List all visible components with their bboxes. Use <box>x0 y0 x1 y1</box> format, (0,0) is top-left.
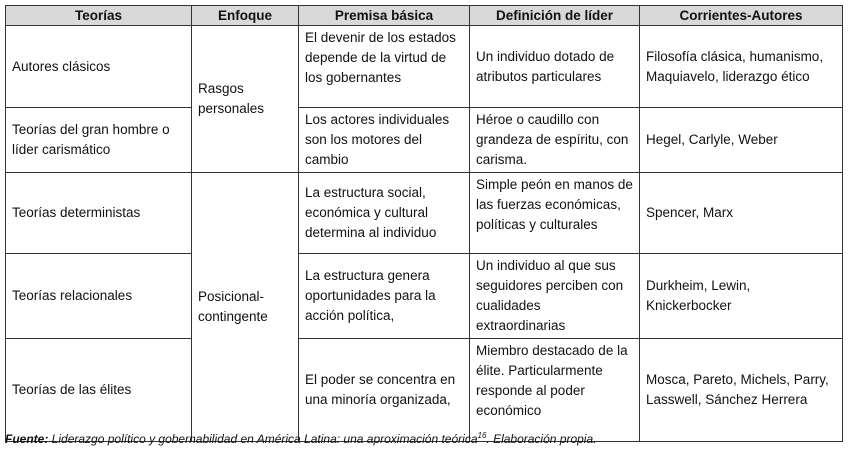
header-autores: Corrientes-Autores <box>640 6 843 26</box>
table-row <box>6 26 843 108</box>
cell-premisa: La estructura genera oportunidades para la acción política, <box>299 254 470 339</box>
cell-teoria: Teorías del gran hombre o líder carismático <box>6 108 192 173</box>
cell-premisa: Los actores individuales son los motores del cambio <box>299 108 470 173</box>
cell-definicion: Un individuo dotado de atributos particulares <box>470 26 640 108</box>
header-teorias: Teorías <box>6 6 192 26</box>
theories-table <box>5 5 843 442</box>
cell-definicion: Un individuo al que sus seguidores perciben con cualidades extraordinarias <box>470 254 640 339</box>
cell-enfoque-rasgos: Rasgos personales <box>192 26 299 173</box>
cell-definicion: Héroe o caudillo con grandeza de espíritu, con carisma. <box>470 108 640 173</box>
header-definicion: Definición de líder <box>470 6 640 26</box>
table-row <box>6 339 843 442</box>
cell-autores: Hegel, Carlyle, Weber <box>640 108 843 173</box>
source-label: Fuente: <box>5 432 49 446</box>
table-row <box>6 173 843 254</box>
source-note <box>5 432 596 446</box>
cell-definicion: Miembro destacado de la élite. Particularmente responde al poder económico <box>470 339 640 442</box>
source-suffix: . Elaboración propia. <box>486 432 597 446</box>
cell-autores: Filosofía clásica, humanismo, Maquiavelo, liderazgo ético <box>640 26 843 108</box>
cell-definicion: Simple peón en manos de las fuerzas económicas, políticas y culturales <box>470 173 640 254</box>
source-text: Liderazgo político y gobernabilidad en América Latina: una aproximación teórica <box>48 432 478 446</box>
cell-teoria: Autores clásicos <box>6 26 192 108</box>
cell-premisa: La estructura social, económica y cultural determina al individuo <box>299 173 470 254</box>
cell-autores: Durkheim, Lewin, Knickerbocker <box>640 254 843 339</box>
footnote-ref: 16 <box>477 431 487 440</box>
table-row <box>6 254 843 339</box>
cell-premisa: El devenir de los estados depende de la virtud de los gobernantes <box>299 26 470 108</box>
cell-autores: Mosca, Pareto, Michels, Parry, Lasswell, Sánchez Herrera <box>640 339 843 442</box>
cell-autores: Spencer, Marx <box>640 173 843 254</box>
table-header-row <box>6 6 843 26</box>
cell-premisa: El poder se concentra en una minoría organizada, <box>299 339 470 442</box>
cell-teoria: Teorías de las élites <box>6 339 192 442</box>
table-row <box>6 108 843 173</box>
header-enfoque: Enfoque <box>192 6 299 26</box>
cell-teoria: Teorías relacionales <box>6 254 192 339</box>
cell-enfoque-posicional: Posicional-contingente <box>192 173 299 442</box>
header-premisa: Premisa básica <box>299 6 470 26</box>
cell-teoria: Teorías deterministas <box>6 173 192 254</box>
